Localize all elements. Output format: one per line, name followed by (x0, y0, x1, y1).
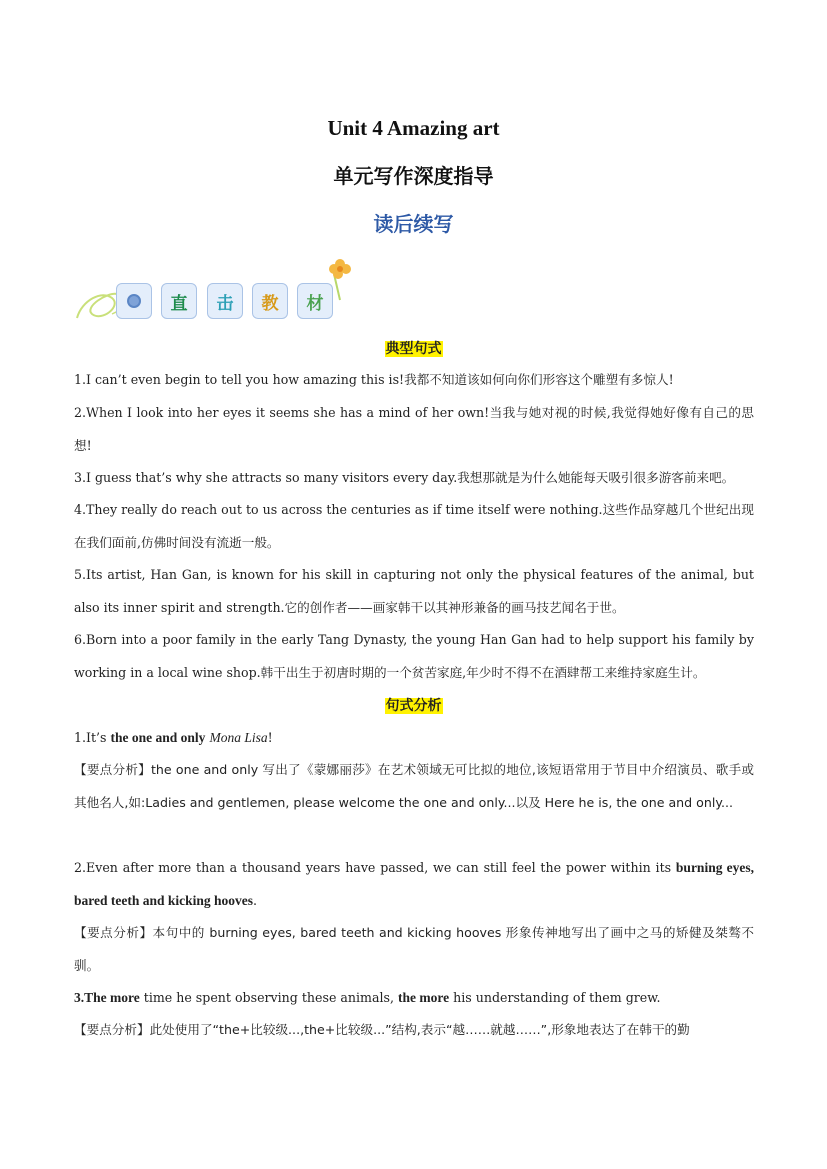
analysis-sentence: 1.It’s the one and only Mona Lisa! (74, 730, 273, 745)
section-heading: 典型句式 (385, 341, 442, 357)
analysis-note: 【要点分析】the one and only 写出了《蒙娜丽莎》在艺术领域无可比拟的地位,该短语常用于节目中介绍演员、歌手或其他名人,如:Ladies and gentlemen, please welcome the one and only...以及 Here he is, the one and only... (74, 762, 754, 810)
section-title: 读后续写 (373, 212, 454, 236)
sentence-item: 1.I can’t even begin to tell you how amazing this is!我都不知道该如何向你们形容这个雕塑有多惊人! (74, 372, 674, 387)
ring-dot-icon (116, 283, 152, 319)
analysis-note: 【要点分析】本句中的 burning eyes, bared teeth and kicking hooves 形象传神地写出了画中之马的矫健及桀骜不驯。 (74, 925, 754, 973)
banner-tile: 击 (207, 283, 243, 319)
swirl-line-icon (77, 294, 117, 318)
analysis-sentence: 3.The more time he spent observing these animals, the more his understanding of them grew. (74, 990, 661, 1005)
unit-title: Unit 4 Amazing art (327, 116, 500, 140)
sentence-item: 5.Its artist, Han Gan, is known for his skill in capturing not only the physical features of the animal, but also its inner spirit and strength.它的创作者——画家韩干以其神形兼备的画马技艺闻名于世。 (74, 567, 754, 615)
guide-subtitle: 单元写作深度指导 (333, 164, 494, 188)
banner-tile: 教 (252, 283, 288, 319)
sentence-item: 4.They really do reach out to us across the centuries as if time itself were nothing.这些作品穿越几个世纪出现在我们面前,仿佛时间没有流逝一般。 (74, 502, 754, 550)
section-heading: 句式分析 (385, 698, 442, 714)
sentence-item: 6.Born into a poor family in the early Tang Dynasty, the young Han Gan had to help support his family by working in a local wine shop.韩干出生于初唐时期的一个贫苦家庭,年少时不得不在酒肆帮工来维持家庭生计。 (74, 632, 754, 680)
sentence-item: 3.I guess that’s why she attracts so many visitors every day.我想那就是为什么她能每天吸引很多游客前来吧。 (74, 470, 735, 485)
analysis-sentence: 2.Even after more than a thousand years have passed, we can still feel the power within its burning eyes, bared teeth and kicking hooves. (74, 860, 755, 908)
sentence-item: 2.When I look into her eyes it seems she has a mind of her own!当我与她对视的时候,我觉得她好像有自己的思想! (74, 405, 754, 453)
banner-tile: 直 (161, 283, 197, 319)
analysis-note: 【要点分析】此处使用了“the+比较级...,the+比较级...”结构,表示“越……就越……”,形象地表达了在韩干的勤 (74, 1022, 690, 1037)
banner-tile: 材 (297, 283, 333, 319)
